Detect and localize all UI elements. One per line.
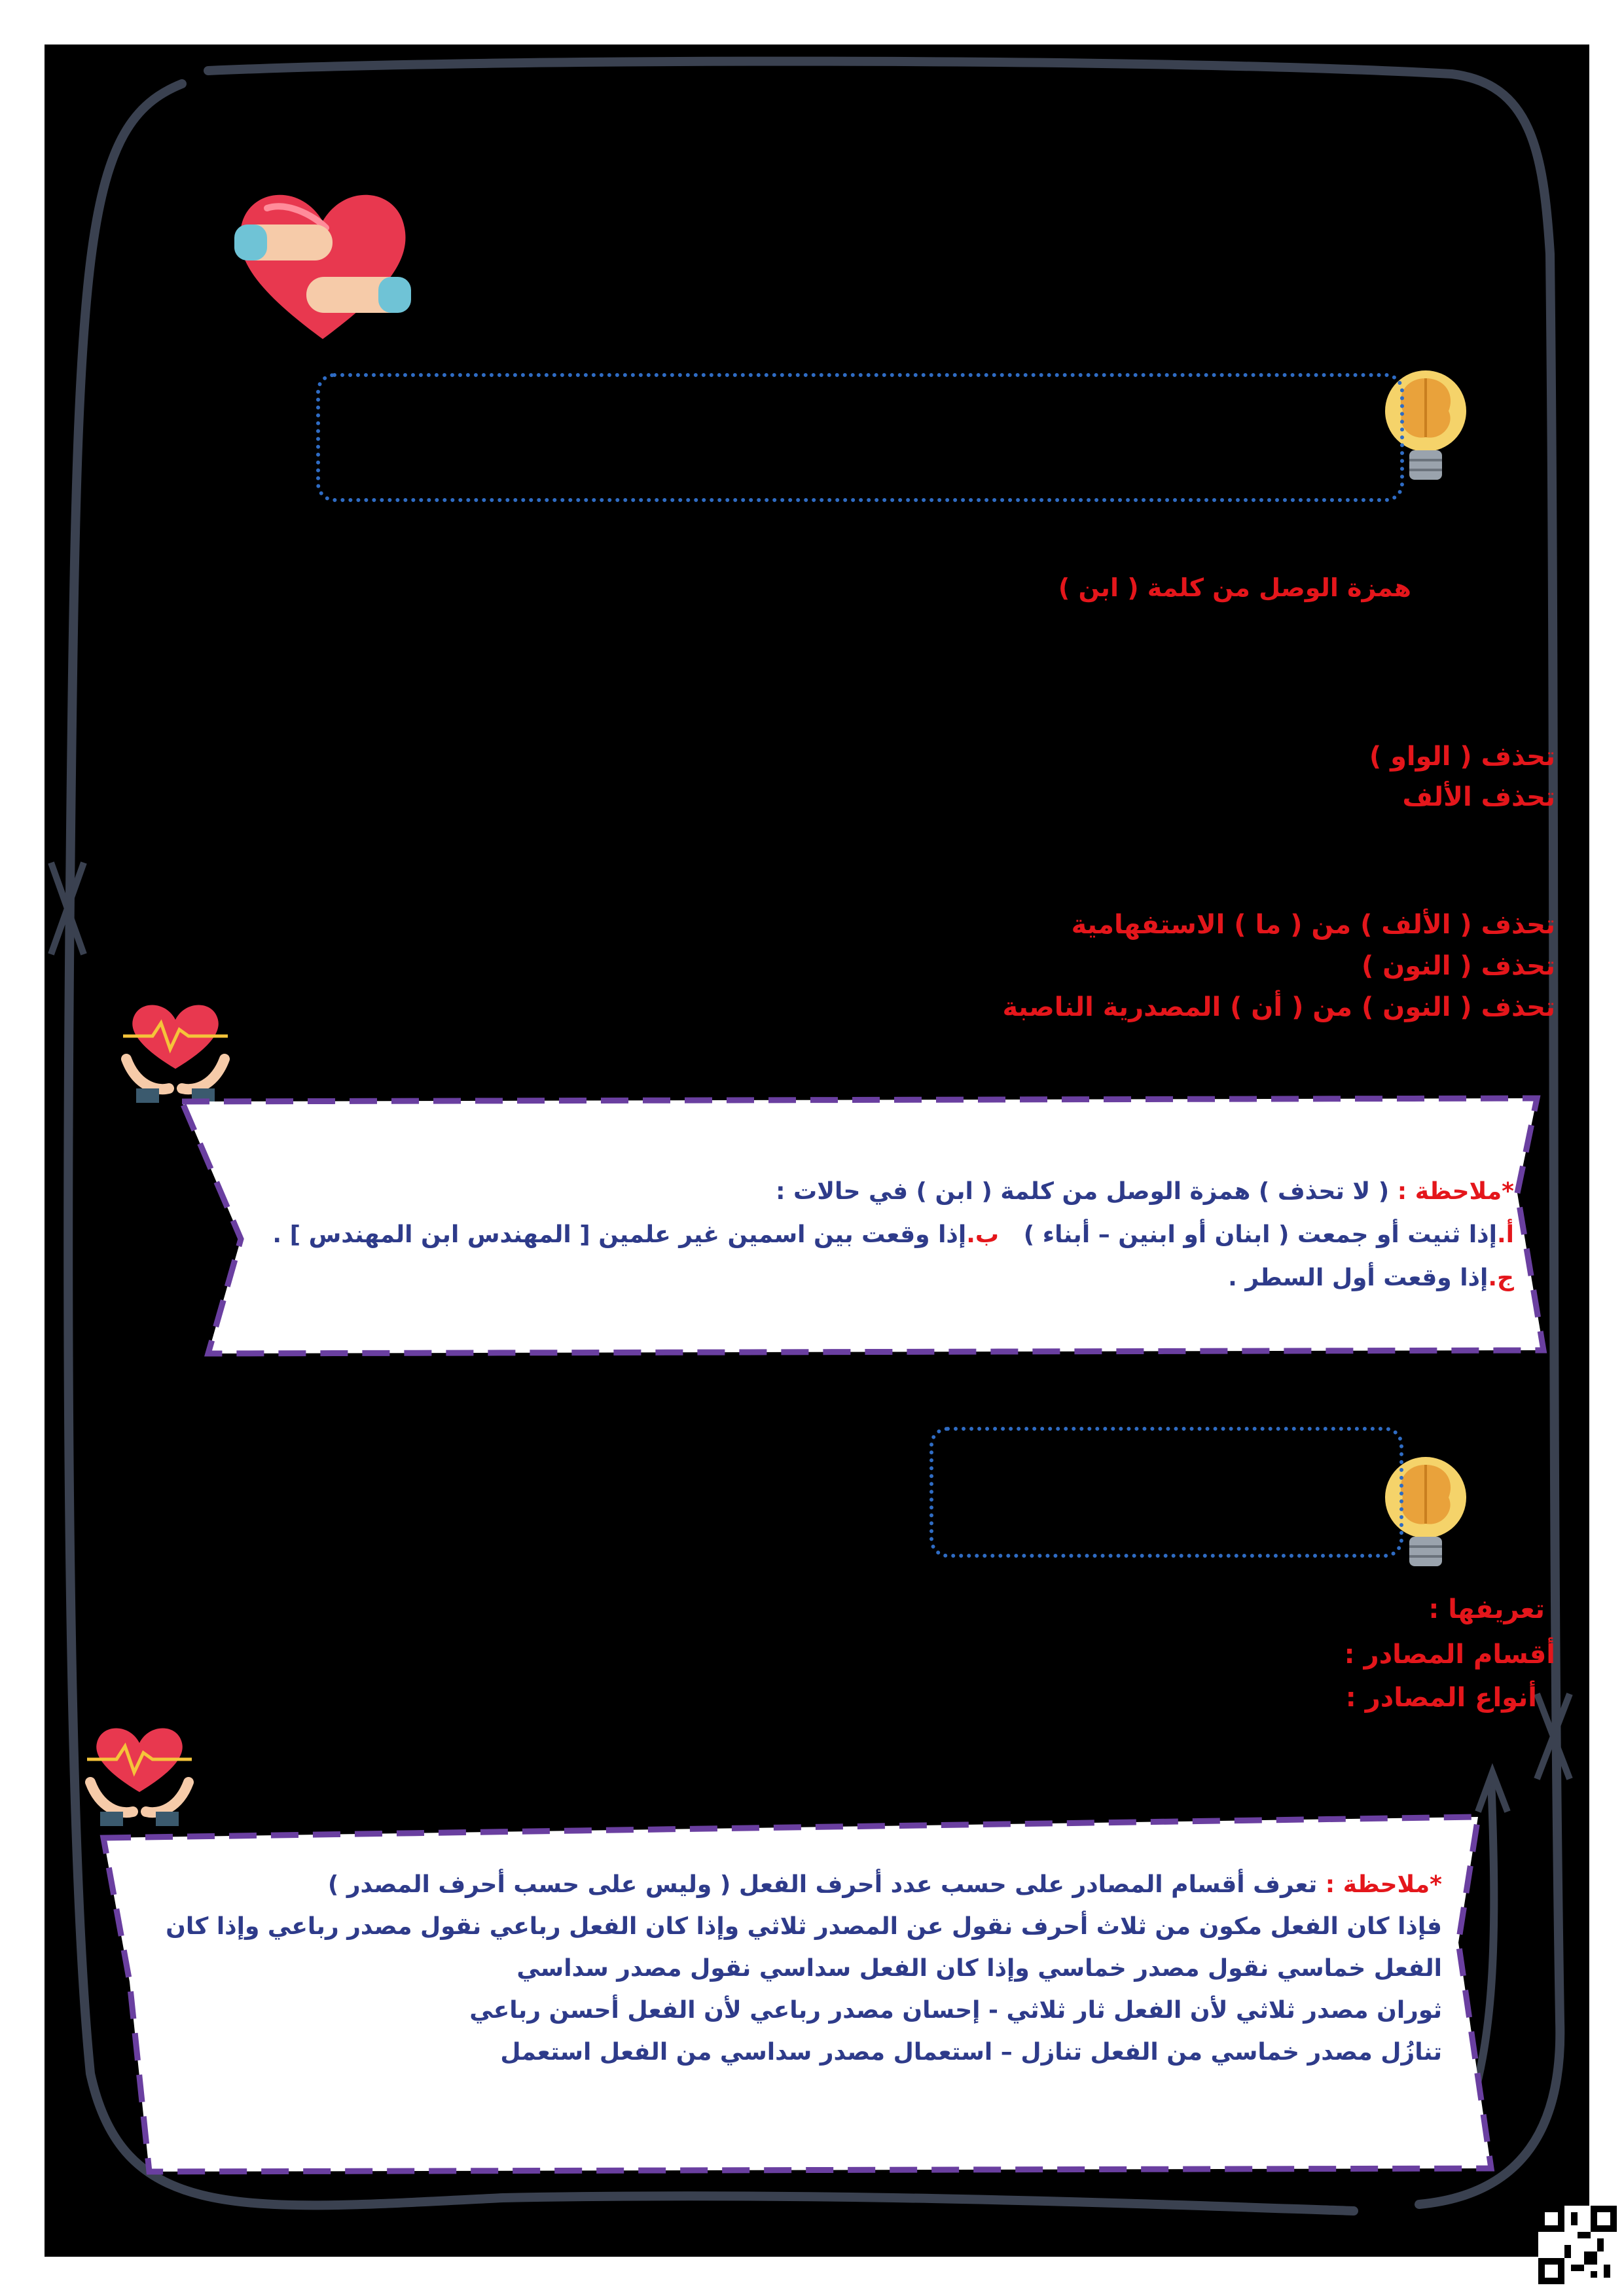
note-2-label: *ملاحظة : [1325, 1871, 1442, 1898]
note-1-case-a: إذا ثنيت أو جمعت ( ابنان أو ابنين – أبناء ) [1023, 1221, 1497, 1248]
note-2-line-2: فإذا كان الفعل مكون من ثلاث أحرف نقول عن المصدر ثلاثي وإذا كان الفعل رباعي نقول مصدر رباعي وإذا كان [166, 1913, 1442, 1940]
note-1-label: *ملاحظة : [1397, 1178, 1514, 1205]
delete-alif-line: تحذف الألف [1402, 782, 1555, 812]
delete-noon-line: تحذف ( النون ) [1361, 951, 1555, 981]
hamzat-alwasl-line: همزة الوصل من كلمة ( ابن ) [1058, 573, 1411, 602]
delete-alif-ma-line: تحذف ( الألف ) من ( ما ) الاستفهامية [1071, 910, 1555, 940]
masadir-types-line: أنواع المصادر : [1345, 1683, 1537, 1713]
definition-line: تعريفها : [1428, 1594, 1545, 1624]
delete-waw-line: تحذف ( الواو ) [1369, 742, 1555, 772]
note-2 [166, 1864, 1442, 2073]
lesson-title-box-2 [929, 1427, 1403, 1558]
delete-noon-an-line: تحذف ( النون ) من ( أن ) المصدرية الناصبة [1002, 992, 1555, 1022]
heart-hug-icon [221, 175, 424, 346]
note-2-line-1: تعرف أقسام المصادر على حسب عدد أحرف الفعل ( وليس على حسب أحرف المصدر ) [327, 1871, 1318, 1898]
heart-hands-icon [117, 997, 234, 1108]
note-1 [272, 1170, 1514, 1300]
note-1-case-b: إذا وقعت بين اسمين غير علمين [ المهندس ابن المهندس ] . [272, 1221, 967, 1248]
note-2-line-5: تنازُل مصدر خماسي من الفعل تنازل – استعمال مصدر سداسي من الفعل استعمل [500, 2039, 1442, 2066]
note-2-line-4: ثوران مصدر ثلاثي لأن الفعل ثار ثلاثي - إحسان مصدر رباعي لأن الفعل أحسن رباعي [469, 1997, 1442, 2024]
worksheet-page [45, 45, 1589, 2257]
note-1-mark-b: ب. [966, 1221, 1000, 1248]
note-1-case-c: إذا وقعت أول السطر . [1228, 1265, 1489, 1291]
note-1-mark-a: أ. [1496, 1221, 1514, 1248]
lesson-title-box-1 [316, 373, 1404, 502]
note-1-mark-c: ج. [1488, 1265, 1514, 1291]
note-2-line-3: الفعل خماسي نقول مصدر خماسي وإذا كان الفعل سداسي نقول مصدر سداسي [516, 1955, 1442, 1982]
qr-code-icon [1538, 2206, 1617, 2284]
note-1-line-1: ( لا تحذف ) همزة الوصل من كلمة ( ابن ) في حالات : [776, 1178, 1390, 1205]
masadir-sections-line: أقسام المصادر : [1344, 1640, 1555, 1670]
